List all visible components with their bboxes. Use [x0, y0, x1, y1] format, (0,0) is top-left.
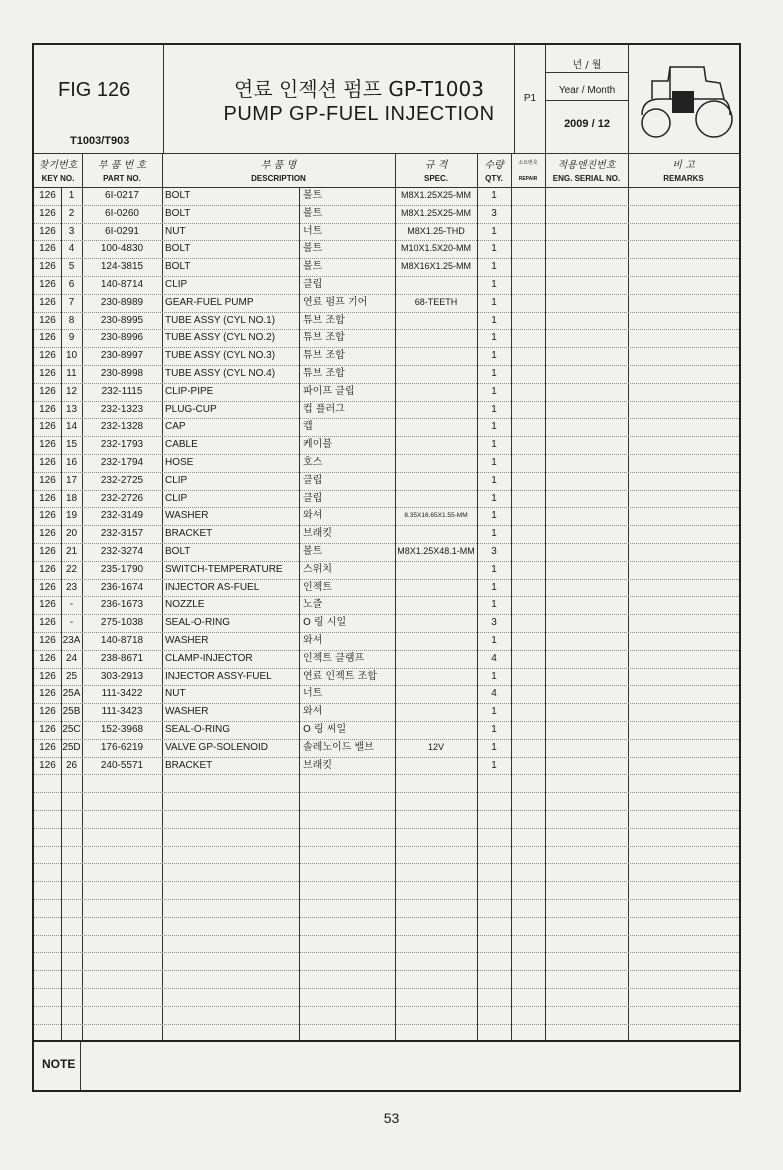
table-row: [34, 596, 739, 614]
cell-key: 126: [39, 635, 56, 646]
cell-no: 6: [68, 279, 75, 290]
cell-no: 17: [65, 474, 78, 486]
cell-no: 9: [68, 332, 75, 344]
cell-key: 126: [39, 581, 56, 593]
cell-desc: WASHER: [165, 635, 209, 646]
cell-part: 230-8998: [100, 368, 144, 379]
table-row: [34, 472, 739, 490]
cell-ko: 볼트: [303, 207, 323, 219]
cell-ko: 연료 펌프 기어: [303, 296, 368, 308]
cell-ko: 연료 인젝트 조합: [303, 670, 377, 682]
col-part-en: PART NO.: [103, 174, 141, 183]
cell-part: 232-1115: [101, 385, 143, 397]
cell-qty: 1: [491, 670, 497, 682]
cell-key: 126: [39, 546, 56, 557]
cell-part: 236-1673: [100, 599, 144, 611]
cell-no: -: [69, 599, 74, 611]
parts-table-body: [34, 187, 739, 1040]
cell-key: 126: [39, 563, 56, 575]
cell-spec: M10X1.5X20-MM: [400, 243, 472, 254]
col-key-ko: 찾기번호: [38, 160, 78, 171]
cell-key: 126: [39, 688, 56, 700]
table-row: [34, 454, 739, 472]
cell-desc: PLUG-CUP: [165, 403, 217, 415]
table-row: [34, 614, 739, 632]
cell-no: 12: [65, 385, 78, 397]
cell-part: 275-1038: [100, 617, 144, 629]
cell-key: 126: [39, 243, 56, 255]
col-remarks-ko: 비 고: [672, 160, 695, 171]
cell-part: 232-3149: [100, 510, 144, 522]
cell-part: 176-6219: [100, 741, 144, 753]
cell-no: 25B: [62, 706, 81, 718]
table-row: [34, 383, 739, 401]
table-row: [34, 650, 739, 668]
cell-qty: 1: [491, 439, 497, 451]
cell-key: 126: [39, 296, 56, 308]
cell-desc: NOZZLE: [165, 599, 205, 611]
cell-desc: CLIP: [165, 279, 188, 290]
cell-no: 25C: [62, 724, 81, 735]
table-row: [34, 685, 739, 703]
cell-desc: CABLE: [165, 439, 198, 451]
cell-ko: 튜브 조합: [303, 332, 345, 344]
cell-no: 25D: [62, 741, 81, 753]
cell-part: 232-1328: [100, 421, 144, 433]
cell-qty: 4: [491, 688, 497, 700]
cell-no: 13: [65, 403, 78, 415]
cell-no: 4: [68, 243, 75, 255]
cell-key: 126: [39, 314, 56, 326]
cell-spec: 68-TEETH: [414, 296, 458, 307]
table-row: [34, 312, 739, 330]
cell-ko: 와셔: [303, 510, 323, 522]
cell-desc: BOLT: [165, 190, 191, 201]
table-row: [34, 401, 739, 419]
cell-key: 126: [39, 350, 56, 362]
cell-no: -: [69, 617, 74, 629]
note-label: NOTE: [42, 1057, 76, 1071]
cell-qty: 1: [491, 403, 497, 415]
cell-key: 126: [39, 528, 56, 540]
cell-no: 18: [65, 492, 78, 504]
cell-ko: 볼트: [303, 546, 323, 557]
table-row: [34, 757, 739, 775]
col-desc-en: DESCRIPTION: [251, 174, 306, 183]
cell-qty: 1: [491, 528, 497, 540]
col-key-en: KEY NO.: [41, 174, 75, 183]
cell-part: 303-2913: [100, 670, 144, 682]
cell-key: 126: [39, 599, 56, 611]
cell-ko: 와셔: [303, 706, 323, 718]
cell-qty: 1: [491, 421, 497, 433]
cell-no: 10: [65, 350, 78, 362]
cell-desc: INJECTOR AS-FUEL: [165, 581, 260, 593]
cell-part: 240-5571: [100, 759, 144, 771]
cell-qty: 1: [491, 581, 497, 593]
cell-no: 16: [65, 457, 78, 468]
table-row: [34, 668, 739, 686]
cell-ko: 브래킷: [303, 528, 332, 540]
table-row: [34, 240, 739, 258]
cell-desc: SEAL-O-RING: [165, 724, 231, 735]
table-row: [34, 365, 739, 383]
cell-part: 6I-0291: [105, 225, 139, 237]
cell-qty: 1: [491, 741, 497, 753]
cell-no: 26: [65, 759, 78, 771]
table-row: [34, 436, 739, 454]
cell-desc: TUBE ASSY (CYL NO.2): [165, 332, 276, 344]
cell-desc: WASHER: [165, 706, 209, 718]
page-number: 53: [383, 1110, 400, 1126]
cell-no: 23: [65, 581, 78, 593]
cell-desc: TUBE ASSY (CYL NO.3): [165, 350, 276, 362]
title-english: PUMP GP-FUEL INJECTION: [223, 103, 495, 125]
cell-key: 126: [39, 724, 56, 735]
cell-spec: M8X16X1.25-MM: [400, 261, 472, 272]
cell-spec: M8X1.25X25-MM: [400, 207, 472, 218]
cell-part: 232-2726: [100, 492, 144, 504]
cell-key: 126: [39, 225, 56, 237]
cell-no: 15: [65, 439, 78, 451]
cell-part: 236-1674: [100, 581, 144, 593]
cell-part: 140-8718: [100, 635, 144, 646]
cell-key: 126: [39, 617, 56, 629]
cell-key: 126: [39, 492, 56, 504]
cell-ko: 인젝트: [303, 581, 332, 593]
table-row: [34, 276, 739, 294]
cell-qty: 4: [491, 652, 497, 664]
cell-ko: 클립: [303, 279, 323, 290]
cell-part: 6I-0217: [105, 190, 139, 201]
cell-key: 126: [39, 368, 56, 379]
cell-key: 126: [39, 332, 56, 344]
cell-key: 126: [39, 457, 56, 468]
table-row: [34, 490, 739, 508]
cell-ko: 솔레노이드 밸브: [303, 741, 374, 753]
cell-no: 25: [65, 670, 78, 682]
cell-key: 126: [39, 741, 56, 753]
page-code: P1: [523, 93, 537, 104]
cell-key: 126: [39, 207, 56, 219]
cell-qty: 1: [491, 190, 497, 201]
cell-qty: 1: [491, 510, 497, 522]
cell-ko: 튜브 조합: [303, 350, 345, 362]
table-row: [34, 187, 739, 205]
col-repair-ko: 소요번호: [518, 160, 538, 166]
cell-no: 19: [65, 510, 78, 522]
cell-qty: 3: [491, 546, 497, 557]
cell-spec: 12V: [427, 741, 444, 752]
cell-part: 111-3422: [101, 688, 143, 700]
cell-ko: 브래킷: [303, 759, 332, 771]
cell-ko: 와셔: [303, 635, 323, 646]
cell-qty: 1: [491, 279, 497, 290]
cell-qty: 1: [491, 563, 497, 575]
cell-ko: O 링 시일: [303, 617, 347, 629]
cell-qty: 1: [491, 314, 497, 326]
cell-qty: 1: [491, 706, 497, 718]
cell-no: 21: [65, 546, 78, 557]
cell-key: 126: [39, 670, 56, 682]
cell-ko: 호스: [303, 457, 323, 468]
table-row: [34, 721, 739, 739]
table-row: [34, 329, 739, 347]
cell-no: 25A: [62, 688, 81, 700]
cell-part: 230-8989: [100, 296, 144, 308]
cell-desc: CAP: [165, 421, 186, 433]
cell-qty: 3: [491, 207, 497, 219]
cell-desc: WASHER: [165, 510, 209, 522]
col-qty-ko: 수량: [484, 160, 504, 171]
cell-qty: 1: [491, 225, 497, 237]
cell-qty: 1: [491, 457, 497, 468]
col-desc-ko: 부 품 명: [260, 160, 297, 171]
tractor-icon: [634, 55, 738, 147]
cell-spec: M8X1.25-THD: [407, 225, 465, 236]
cell-no: 3: [68, 225, 75, 237]
cell-ko: 튜브 조합: [303, 314, 345, 326]
parts-sheet: [32, 43, 741, 1092]
cell-key: 126: [39, 510, 56, 522]
cell-ko: 클립: [303, 492, 323, 504]
cell-no: 14: [65, 421, 78, 433]
cell-desc: CLAMP-INJECTOR: [165, 652, 253, 664]
cell-ko: 클립: [303, 474, 323, 486]
table-row: [34, 525, 739, 543]
cell-key: 126: [39, 403, 56, 415]
cell-key: 126: [39, 190, 56, 201]
cell-desc: INJECTOR ASSY-FUEL: [165, 670, 272, 682]
cell-part: 100-4830: [100, 243, 144, 255]
cell-ko: 볼트: [303, 190, 323, 201]
year-month-label-ko: 년 / 월: [572, 60, 602, 71]
cell-desc: BRACKET: [165, 759, 213, 771]
cell-qty: 1: [491, 492, 497, 504]
title-korean: 연료 인젝션 펌프 GP-T1003: [234, 77, 484, 101]
cell-desc: BOLT: [165, 243, 191, 255]
cell-ko: 볼트: [303, 261, 323, 273]
cell-key: 126: [39, 279, 56, 290]
cell-desc: BOLT: [165, 546, 191, 557]
cell-ko: O 링 씨일: [303, 724, 347, 735]
cell-desc: VALVE GP-SOLENOID: [165, 741, 268, 753]
cell-qty: 3: [491, 617, 497, 629]
table-row: [34, 579, 739, 597]
cell-no: 22: [65, 563, 78, 575]
cell-ko: 너트: [303, 688, 323, 700]
col-remarks-en: REMARKS: [663, 174, 704, 183]
cell-part: 230-8996: [100, 332, 144, 344]
cell-ko: 컵 플러그: [303, 403, 345, 415]
cell-qty: 1: [491, 350, 497, 362]
cell-part: 232-1323: [100, 403, 144, 415]
cell-no: 11: [66, 368, 77, 379]
cell-qty: 1: [491, 599, 497, 611]
figure-number: FIG 126: [58, 79, 131, 101]
cell-ko: 노즐: [303, 599, 323, 611]
table-row: [34, 632, 739, 650]
table-row: [34, 561, 739, 579]
col-spec-ko: 규 격: [424, 160, 448, 171]
cell-part: 6I-0260: [105, 207, 139, 219]
cell-ko: 케이블: [303, 439, 332, 451]
col-serial-en: ENG. SERIAL NO.: [552, 174, 621, 183]
model-code: T1003/T903: [70, 135, 130, 147]
cell-part: 232-1794: [100, 457, 144, 468]
cell-key: 126: [39, 385, 56, 397]
table-row: [34, 205, 739, 223]
cell-qty: 1: [491, 474, 497, 486]
cell-qty: 1: [491, 368, 497, 379]
cell-part: 140-8714: [100, 279, 144, 290]
cell-ko: 너트: [303, 225, 323, 237]
cell-desc: GEAR-FUEL PUMP: [165, 296, 254, 308]
table-row: [34, 294, 739, 312]
col-qty-en: QTY.: [485, 174, 503, 183]
cell-qty: 1: [491, 724, 497, 735]
cell-qty: 1: [491, 759, 497, 771]
cell-qty: 1: [491, 243, 497, 255]
cell-part: 152-3968: [100, 724, 144, 735]
table-row: [34, 223, 739, 241]
cell-desc: HOSE: [165, 457, 194, 468]
cell-desc: SEAL-O-RING: [165, 617, 231, 629]
cell-desc: TUBE ASSY (CYL NO.1): [165, 314, 276, 326]
cell-desc: CLIP: [165, 492, 188, 504]
cell-key: 126: [39, 421, 56, 433]
cell-ko: 파이프 클립: [303, 385, 355, 397]
col-repair-en: REPAIR: [518, 176, 538, 182]
cell-desc: NUT: [165, 688, 186, 700]
cell-part: 232-2725: [100, 474, 144, 486]
table-row: [34, 507, 739, 525]
cell-key: 126: [39, 474, 56, 486]
cell-no: 2: [68, 207, 75, 219]
cell-qty: 1: [491, 635, 497, 646]
cell-qty: 1: [491, 296, 497, 308]
cell-part: 238-8671: [100, 652, 144, 664]
year-month-label-en: Year / Month: [558, 85, 616, 96]
cell-key: 126: [39, 439, 56, 451]
table-row: [34, 258, 739, 276]
cell-part: 232-3274: [100, 546, 144, 557]
col-part-ko: 부 품 번 호: [97, 160, 147, 171]
cell-desc: SWITCH-TEMPERATURE: [165, 563, 283, 575]
cell-spec: 8.35X16.65X1.55-MM: [404, 512, 468, 520]
cell-desc: TUBE ASSY (CYL NO.4): [165, 368, 276, 379]
cell-spec: M8X1.25X48.1-MM: [397, 546, 475, 556]
cell-qty: 1: [491, 332, 497, 344]
cell-no: 23A: [62, 635, 81, 646]
col-serial-ko: 적용엔진번호: [557, 160, 616, 171]
cell-desc: NUT: [165, 225, 186, 237]
cell-part: 111-3423: [101, 706, 143, 718]
cell-part: 230-8995: [100, 314, 144, 326]
year-month-value: 2009 / 12: [564, 118, 610, 130]
cell-no: 7: [68, 296, 75, 308]
cell-key: 126: [39, 261, 56, 273]
cell-ko: 튜브 조합: [303, 368, 345, 379]
cell-part: 124-3815: [100, 261, 144, 273]
cell-part: 235-1790: [100, 563, 144, 575]
cell-qty: 1: [491, 261, 497, 273]
cell-no: 1: [68, 190, 75, 201]
cell-desc: CLIP-PIPE: [165, 385, 214, 397]
cell-qty: 1: [491, 385, 497, 397]
cell-no: 24: [65, 652, 78, 664]
cell-no: 8: [68, 314, 75, 326]
cell-part: 232-3157: [100, 528, 144, 540]
cell-ko: 스위치: [303, 563, 332, 575]
cell-part: 230-8997: [100, 350, 144, 362]
col-spec-en: SPEC.: [423, 174, 448, 183]
table-row: [34, 418, 739, 436]
cell-key: 126: [39, 652, 56, 664]
cell-key: 126: [39, 706, 56, 718]
cell-ko: 볼트: [303, 243, 323, 255]
cell-no: 20: [65, 528, 78, 540]
table-row: [34, 703, 739, 721]
table-row: [34, 347, 739, 365]
cell-desc: BOLT: [165, 207, 191, 219]
cell-ko: 캡: [303, 421, 313, 433]
cell-no: 5: [68, 261, 75, 273]
cell-ko: 인젝트 클램프: [303, 652, 365, 664]
cell-desc: BRACKET: [165, 528, 213, 540]
cell-desc: BOLT: [165, 261, 191, 273]
cell-part: 232-1793: [100, 439, 144, 451]
cell-spec: M8X1.25X25-MM: [400, 190, 472, 200]
table-row: [34, 739, 739, 757]
cell-desc: CLIP: [165, 474, 188, 486]
table-row: [34, 543, 739, 561]
cell-key: 126: [39, 759, 56, 771]
